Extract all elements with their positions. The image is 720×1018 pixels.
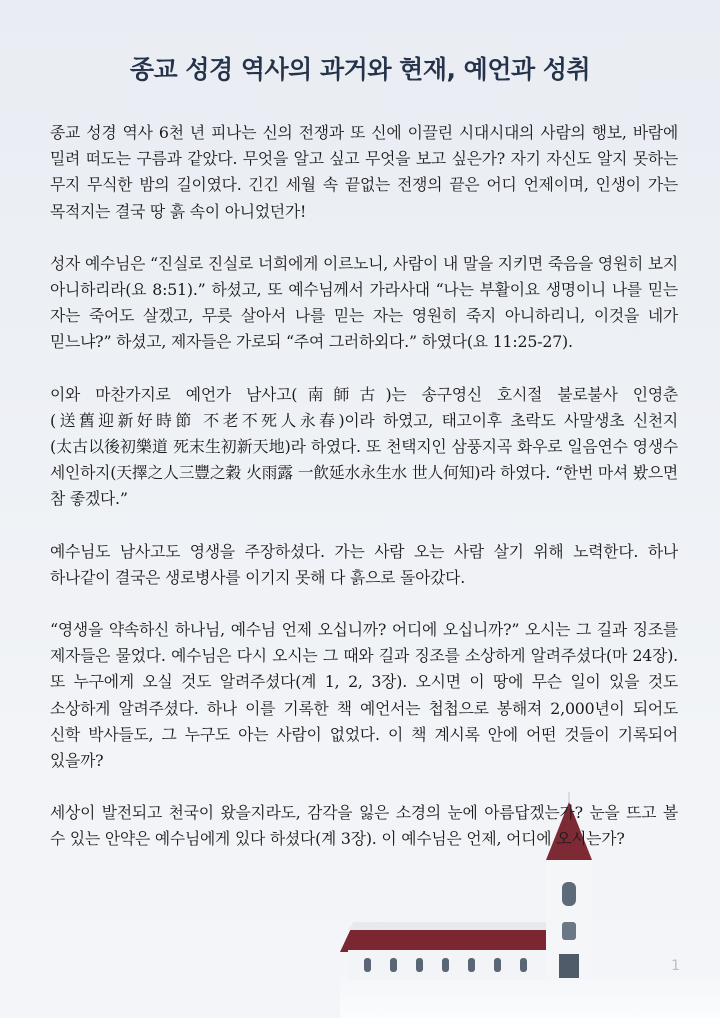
paragraph-1: 종교 성경 역사 6천 년 피나는 신의 전쟁과 또 신에 이끌린 시대시대의 사람의 행보, 바람에 밀려 떠도는 구름과 같았다. 무엇을 알고 싶고 무엇을 보고 싶은가? 자기 자신도 알지 못하는 무지 무식한 밤의 길이였다. 긴긴 세월 속 끝없는 전쟁의 끝은 어디 언제이며, 인생이 가는 목적지는 결국 땅 흙 속이 아니었던가! — [50, 123, 678, 221]
document-body — [50, 120, 678, 879]
paragraph-6: 세상이 발전되고 천국이 왔을지라도, 감각을 잃은 소경의 눈에 아름답겠는가? 눈을 뜨고 볼 수 있는 안약은 예수님에게 있다 하셨다(계 3장). 이 예수님은 언제, 어디에 오시는가? — [50, 803, 678, 849]
paragraph-5: “영생을 약속하신 하나님, 예수님 언제 오십니까? 어디에 오십니까?” 오시는 그 길과 징조를 제자들은 물었다. 예수님은 다시 오시는 그 때와 길과 징조를 소상하게 알려주셨다(마 24장). 또 누구에게 오실 것도 알려주셨다(계 1, 2, 3장). 오시면 이 땅에 무슨 일이 있을 것도 소상하게 알려주셨다. 하나 이를 기록한 책 예언서는 첩첩으로 봉해져 2,000년이 되어도 신학 박사들도, 그 누구도 아는 사람이 없었다. 이 책 계시록 안에 어떤 것들이 기록되어 있을까? — [50, 620, 678, 771]
paragraph-4: 예수님도 남사고도 영생을 주장하셨다. 가는 사람 오는 사람 살기 위해 노력한다. 하나 하나같이 결국은 생로병사를 이기지 못해 다 흙으로 돌아갔다. — [50, 541, 678, 587]
paragraph-2: 성자 예수님은 “진실로 진실로 너희에게 이르노니, 사람이 내 말을 지키면 죽음을 영원히 보지 아니하리라(요 8:51).” 하셨고, 또 예수님께서 가라사대 “나는 부활이요 생명이니 나를 믿는 자는 죽어도 살겠고, 무릇 살아서 나를 믿는 자는 영원히 죽지 아니하리니, 이것을 네가 믿느냐?” 하셨고, 제자들은 가로되 “주여 그러하외다.” 하였다(요 11:25-27). — [50, 253, 678, 352]
document-title: 종교 성경 역사의 과거와 현재, 예언과 성취 — [129, 55, 591, 84]
paragraph-3: 이와 마찬가지로 예언가 남사고(南師古)는 송구영신 호시절 불로불사 인영춘(送舊迎新好時節 不老不死人永春)이라 하였고, 태고이후 초락도 사말생초 신천지(太古以後初樂道 死末生初新天地)라 하였다. 또 천택지인 삼풍지곡 화우로 일음연수 영생수 세인하지(天擇之人三豐之穀 火雨露 一飮延水永生水 世人何知)라 하였다. “한번 마셔 봤으면 참 좋겠다.” — [50, 384, 678, 509]
page-number: 1 — [671, 958, 680, 974]
